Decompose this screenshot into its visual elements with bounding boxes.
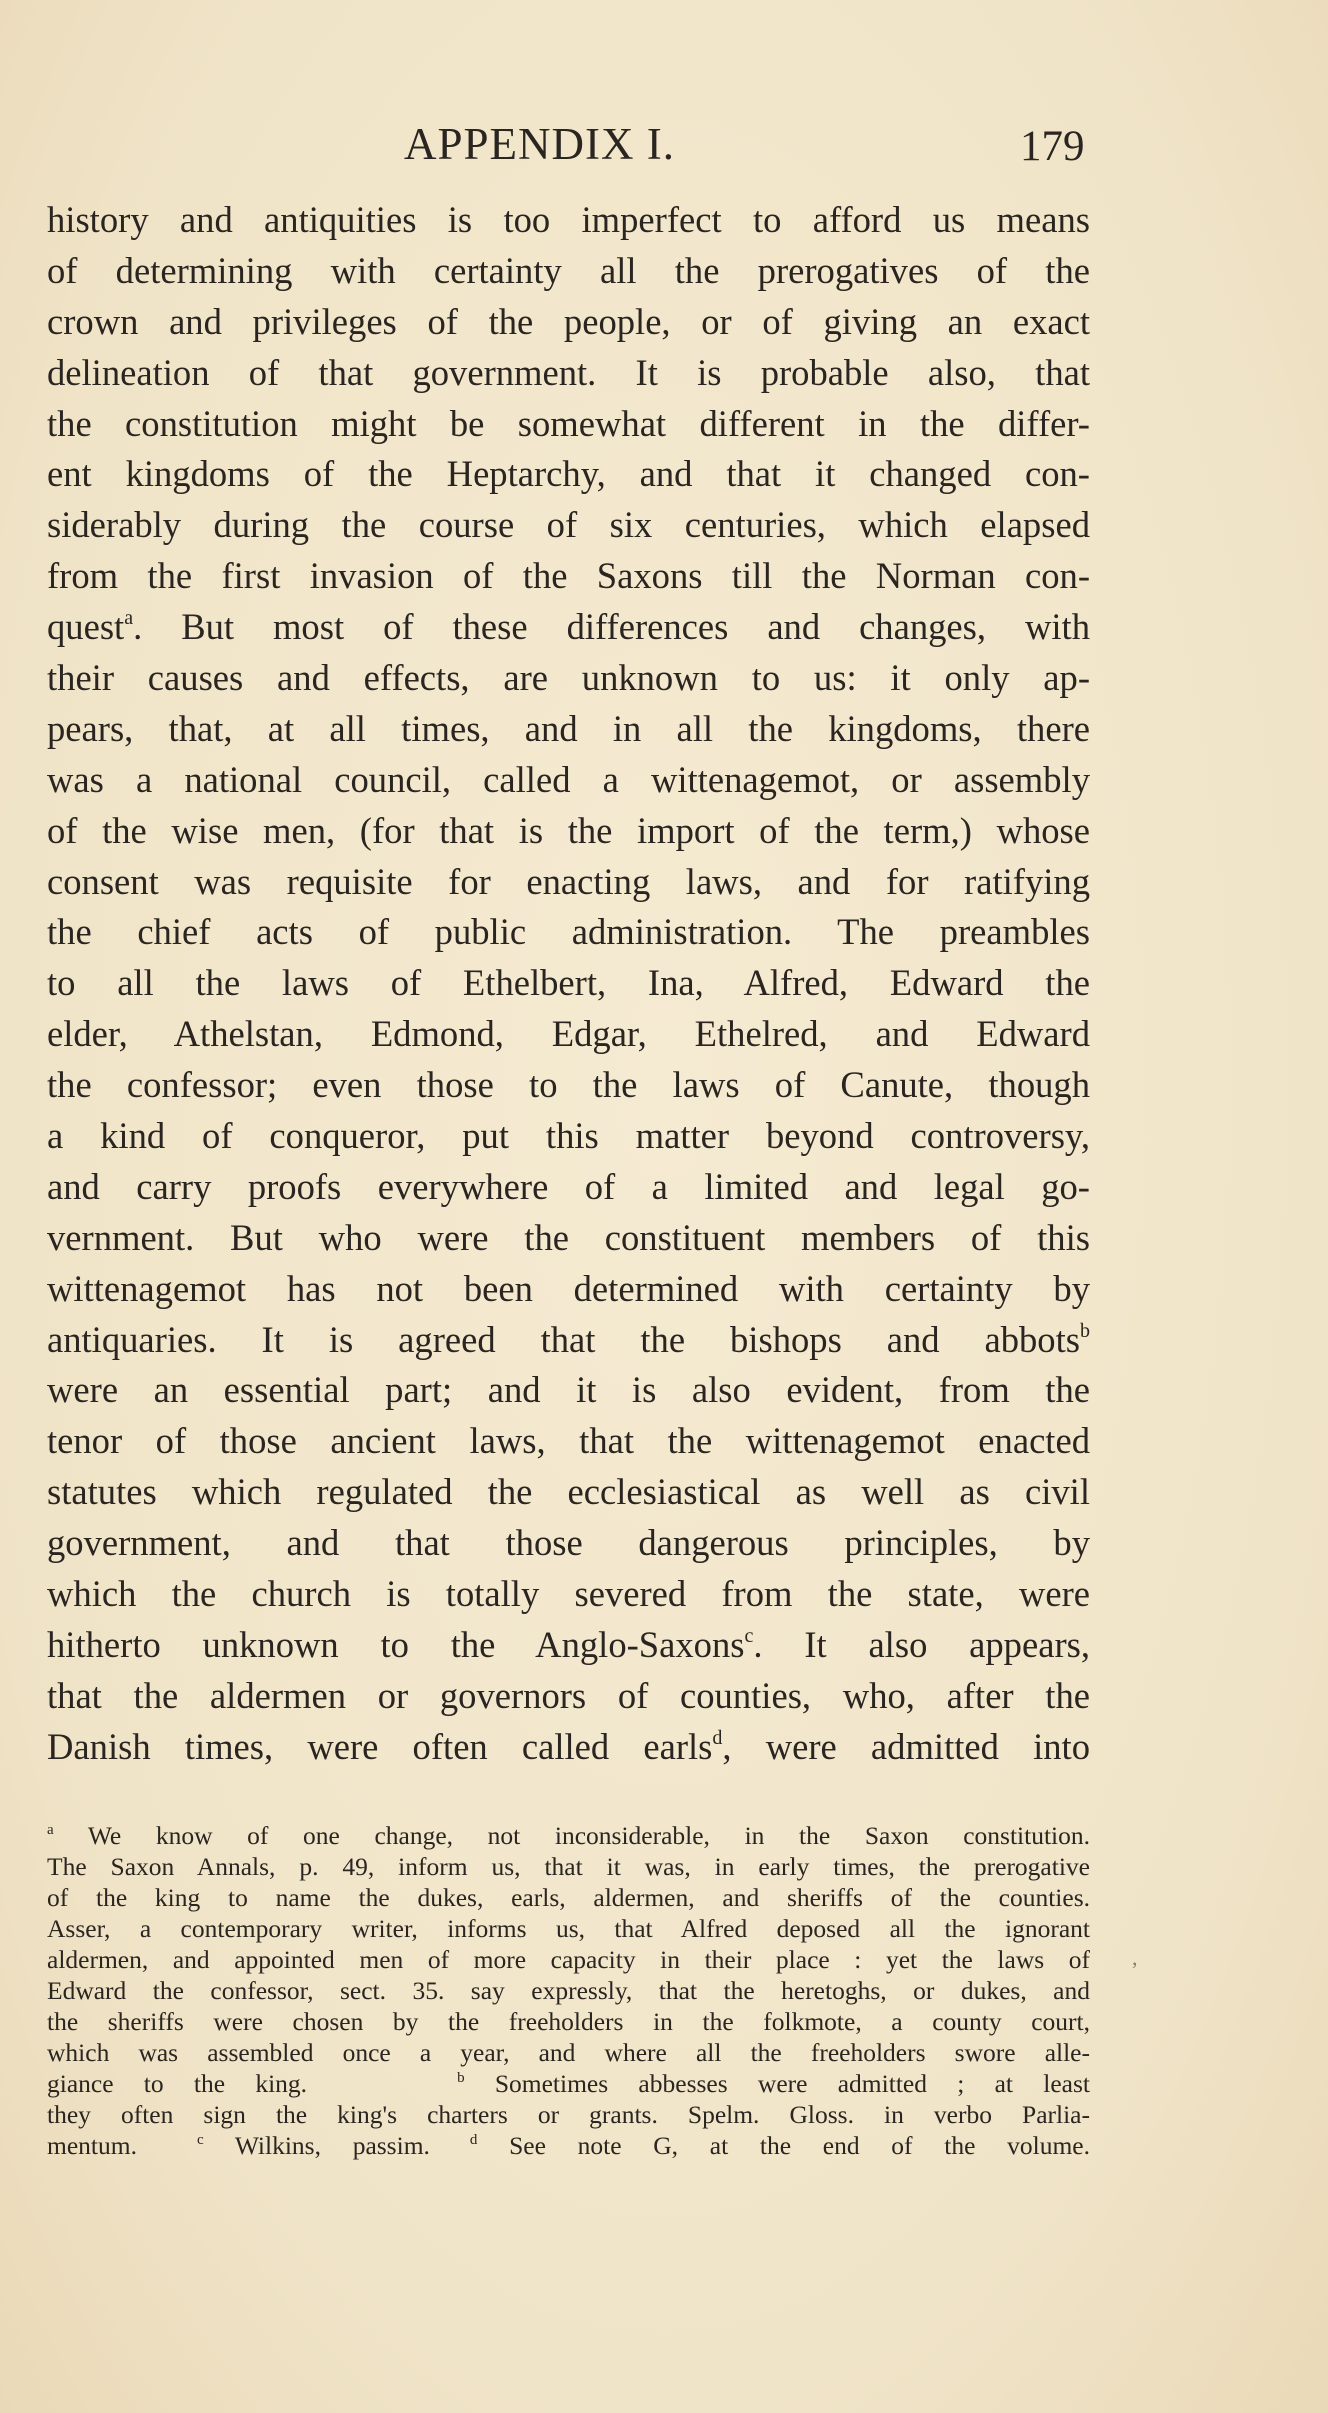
text-line: a kind of conqueror, put this matter beyond controversy, [47,1115,1090,1157]
text-line: government, and that those dangerous principles, by [47,1522,1090,1564]
text-line: wittenagemot has not been determined with certainty by [47,1267,1090,1309]
text-segment: antiquaries. It is agreed that the bishops and abbots [47,1318,1080,1360]
text-line: consent was requisite for enacting laws, and for ratifying [47,860,1090,902]
text-line [47,602,1090,653]
footnote-line [47,1820,1090,1851]
text-line: the confessor; even those to the laws of Canute, though [47,1064,1090,1106]
footnote-ref: b [1080,1319,1090,1342]
footnote-line [47,2068,1090,2099]
text-line: history and antiquities is too imperfect to afford us means [47,199,1090,240]
text-segment: , were admitted into [722,1725,1090,1767]
footnote-line: of the king to name the dukes, earls, aldermen, and sheriffs of the counties. [47,1883,1090,1912]
text-line: the chief acts of public administration. The preambles [47,911,1090,953]
text-segment: hitherto unknown to the Anglo-Saxons [47,1623,745,1665]
footnote-text: Wilkins, passim. [203,2131,430,2160]
text-line: the constitution might be somewhat different in the differ- [47,402,1090,444]
footnote-line: Edward the confessor, sect. 35. say expressly, that the heretoghs, or dukes, and [47,1976,1090,2005]
text-line: pears, that, at all times, and in all the kingdoms, there [47,707,1090,749]
footnote-line: The Saxon Annals, p. 49, inform us, that it was, in early times, the prerogative [47,1852,1090,1881]
margin-speck: , [1132,1945,1138,1970]
text-line: siderably during the course of six centuries, which elapsed [47,504,1090,546]
text-line: were an essential part; and it is also evident, from the [47,1369,1090,1411]
body-text [47,195,1090,1773]
footnote-marker: b [457,2070,465,2086]
text-line: their causes and effects, are unknown to us: it only ap- [47,657,1090,699]
footnote-ref: a [124,607,134,630]
page-header [0,118,1328,178]
footnote-line: which was assembled once a year, and where all the freeholders swore alle- [47,2038,1090,2067]
text-segment: Danish times, were often called earls [47,1725,713,1767]
footnote-marker: a [47,1822,54,1838]
footnote-ref: d [712,1726,723,1749]
footnote-text: See note G, at the end of the volume. [477,2131,1090,2160]
footnote-text: mentum. [47,2131,137,2160]
text-line: vernment. But who were the constituent members of this [47,1216,1090,1258]
footnotes [47,1820,1090,2161]
footnote-line [47,2130,1090,2161]
text-line: was a national council, called a wittenagemot, or assembly [47,758,1090,800]
text-line: and carry proofs everywhere of a limited and legal go- [47,1165,1090,1207]
footnote-ref: c [744,1624,754,1647]
text-line: tenor of those ancient laws, that the wittenagemot enacted [47,1420,1090,1462]
footnote-text: giance to the king. [47,2069,308,2098]
text-line: that the aldermen or governors of counties, who, after the [47,1674,1090,1716]
text-segment: . It also appears, [753,1623,1090,1665]
running-title: APPENDIX I. [404,119,676,169]
text-line: which the church is totally severed from the state, were [47,1573,1090,1615]
text-line [47,1315,1090,1366]
text-line [47,1620,1090,1671]
text-line: statutes which regulated the ecclesiastical as well as civil [47,1471,1090,1513]
footnote-line: Asser, a contemporary writer, informs us, that Alfred deposed all the ignorant [47,1914,1090,1943]
page-number: 179 [1020,123,1085,170]
text-line: from the first invasion of the Saxons till the Norman con- [47,555,1090,597]
text-segment: . But most of these differences and changes, with [133,606,1090,648]
text-line: ent kingdoms of the Heptarchy, and that it changed con- [47,453,1090,495]
text-line: of the wise men, (for that is the import of the term,) whose [47,809,1090,851]
text-line [47,1722,1090,1773]
text-line: elder, Athelstan, Edmond, Edgar, Ethelred, and Edward [47,1013,1090,1055]
text-line: to all the laws of Ethelbert, Ina, Alfred, Edward the [47,962,1090,1004]
footnote-text: Sometimes abbesses were admitted ; at least [464,2069,1090,2098]
text-segment: quest [47,606,125,648]
text-line: of determining with certainty all the prerogatives of the [47,249,1090,291]
footnote-marker: d [469,2132,478,2148]
footnote-marker: c [196,2132,204,2148]
footnote-line: aldermen, and appointed men of more capacity in their place : yet the laws of [47,1945,1090,1974]
footnote-line: the sheriffs were chosen by the freeholders in the folkmote, a county court, [47,2007,1090,2036]
text-line: delineation of that government. It is probable also, that [47,351,1090,393]
footnote-line: they often sign the king's charters or grants. Spelm. Gloss. in verbo Parlia- [47,2100,1090,2129]
footnote-text: We know of one change, not inconsiderable, in the Saxon constitution. [53,1821,1090,1850]
text-line: crown and privileges of the people, or of giving an exact [47,300,1090,342]
